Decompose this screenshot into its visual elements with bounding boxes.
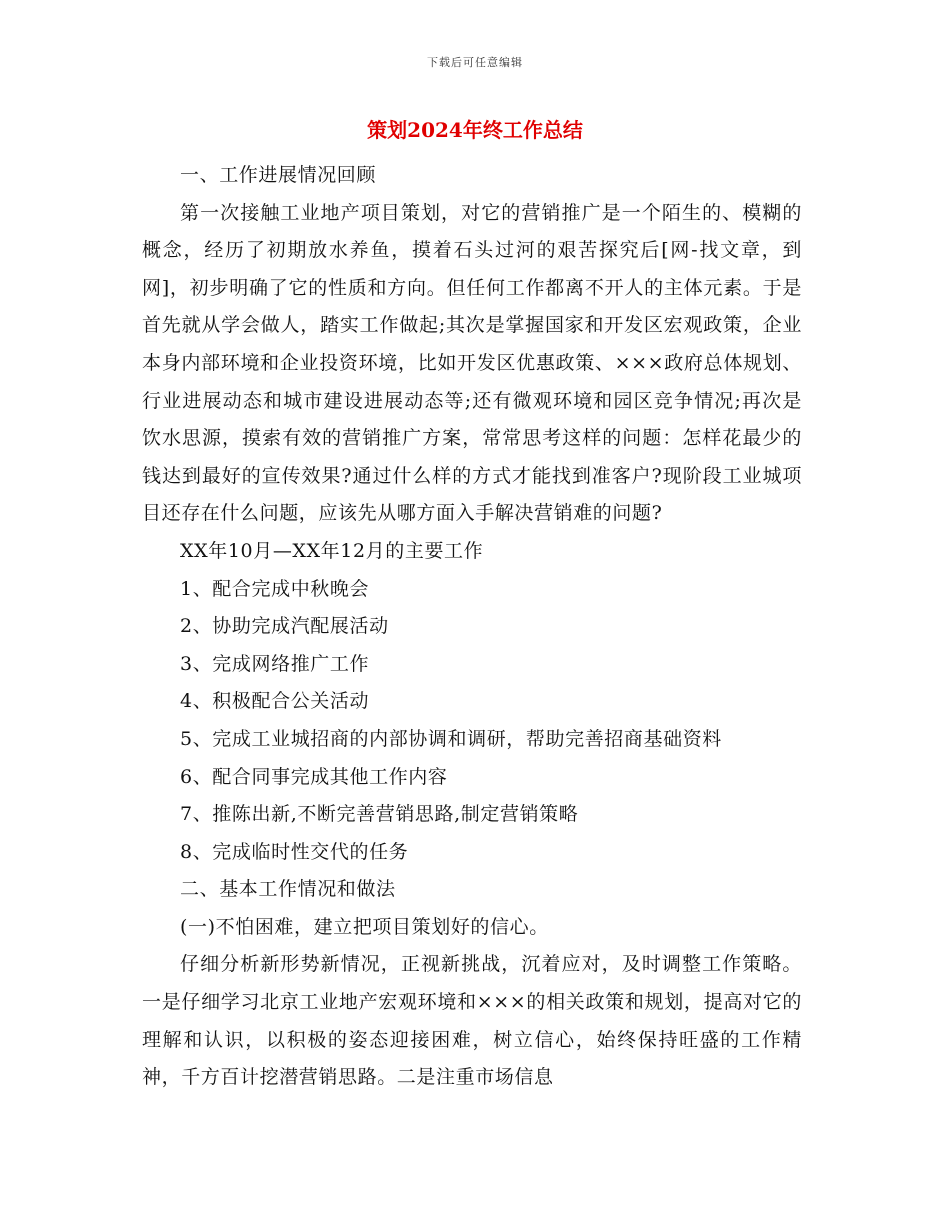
list-item: 1、配合完成中秋晚会 (180, 577, 370, 600)
list-item: 3、完成网络推广工作 (180, 652, 370, 675)
list-item: 2、协助完成汽配展活动 (180, 615, 389, 638)
list-item: 6、配合同事完成其他工作内容 (180, 765, 448, 788)
header-note: 下载后可任意编辑 (427, 56, 523, 69)
list-item: 8、完成临时性交代的任务 (180, 840, 409, 863)
section-heading-2: 二、基本工作情况和做法 (180, 878, 396, 901)
body-paragraph-2: 仔细分析新形势新情况，正视新挑战，沉着应对，及时调整工作策略。一是仔细学习北京工业地产宏观环境和×××的相关政策和规划，提高对它的理解和认识，以积极的姿态迎接困难，树立信心，始终保持旺盛的工作精神，千方百计挖潜营销思路。二是注重市场信息 (142, 953, 802, 1089)
list-item: 4、积极配合公关活动 (180, 690, 370, 713)
subheading-1: (一)不怕困难，建立把项目策划好的信心。 (180, 915, 549, 938)
document-title: 策划2024年终工作总结 (367, 118, 583, 142)
list-item: 5、完成工业城招商的内部协调和调研，帮助完善招商基础资料 (180, 727, 722, 750)
subheading-period: XX年10月—XX年12月的主要工作 (180, 539, 484, 562)
document-body (142, 157, 802, 1097)
list-item: 7、推陈出新,不断完善营销思路,制定营销策略 (180, 803, 579, 826)
body-paragraph-1: 第一次接触工业地产项目策划，对它的营销推广是一个陌生的、模糊的概念，经历了初期放水养鱼，摸着石头过河的艰苦探究后[网-找文章，到网]，初步明确了它的性质和方向。但任何工作都离不开人的主体元素。于是首先就从学会做人，踏实工作做起;其次是掌握国家和开发区宏观政策，企业本身内部环境和企业投资环境，比如开发区优惠政策、×××政府总体规划、行业进展动态和城市建设进展动态等;还有微观环境和园区竞争情况;再次是饮水思源，摸索有效的营销推广方案，常常思考这样的问题：怎样花最少的钱达到最好的宣传效果?通过什么样的方式才能找到准客户?现阶段工业城项目还存在什么问题，应该先从哪方面入手解决营销难的问题? (142, 201, 802, 525)
section-heading-1: 一、工作进展情况回顾 (180, 164, 377, 186)
